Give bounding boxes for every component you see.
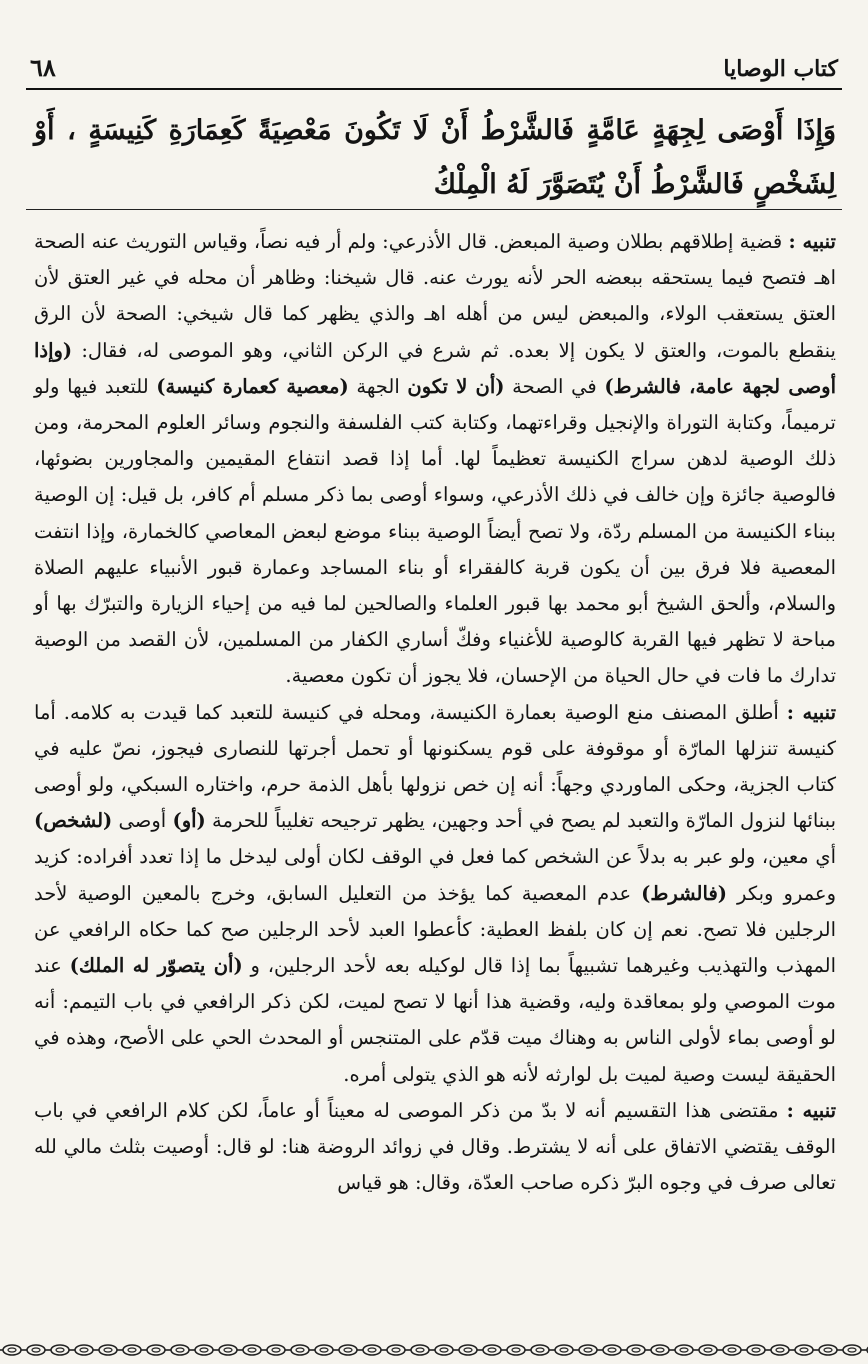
page-number: ٦٨ (30, 53, 56, 82)
commentary-text: في الصحة (504, 374, 605, 398)
matn-quote: (معصية كعمارة كنيسة) (156, 374, 349, 398)
matn-rule (26, 209, 842, 210)
commentary-text: للتعبد فيها ولو ترميماً، وكتابة التوراة والإنجيل وقراءتهما، وكتابة كتب الفلسفة والنجوم وسائر العلوم المحرمة، ومن ذلك الوصية لدهن سراج الكنيسة تعظيماً لها. أما إذا قصد انتفاع المقيمين والمجاورين بضوئها، فالوصية جائزة وإن خالف في ذلك الأذرعي، وسواء أوصى بما ذكر مسلم أم كافر، بل قيل: إن الوصية ببناء الكنيسة من المسلم ردّة، ولا تصح أيضاً الوصية ببناء موضع لبعض المعاصي كالخمارة، وإذا انتفت المعصية فلا فرق بين أن يكون قربة كالفقراء أو بناء المساجد وعمارة قبور الأنبياء عليهم الصلاة والسلام، وألحق الشيخ أبو محمد بها قبور العلماء والصالحين لما فيه من إحياء الزيارة والتبرّك بها أو مباحة لا تظهر فيها القربة كالوصية للأغنياء وفكّ أساري الكفار من المسلمين، لأن القصد من الوصية تدارك ما فات في حال الحياة من الإحسان، فلا يجوز أن تكون معصية. (34, 374, 836, 688)
matn-quote: (أو) (172, 809, 206, 833)
matn-quote: (فالشرط) (641, 881, 727, 905)
matn-quote: (لشخص) (34, 809, 113, 833)
book-title: كتاب الوصايا (723, 56, 838, 82)
matn-quote: (أن لا تكون (407, 374, 505, 398)
header-rule (26, 88, 842, 90)
commentary-text: مقتضى هذا التقسيم أنه لا بدّ من ذكر الموصى له معيناً أو عاماً، لكن كلام الرافعي في باب الوقف يقتضي الاتفاق على أنه لا يشترط. وقال في زوائد الروضة هنا: لو قال: أوصيت بثلث مالي لله تعالى صرف في وجوه البرّ ذكره صاحب العدّة، وقال: هو قياس (34, 1098, 836, 1195)
commentary-text: عدم المعصية كما يؤخذ من التعليل السابق، وخرج بالمعين الوصية لأحد الرجلين فلا تصح. نعم إن كان بلفظ العطية: كأعطوا العبد لأحد الرجلين صح كما حكاه الرافعي عن المهذب والتهذيب وغيرهما تشبيهاً بما إذا قال لوكيله بعه لأحد الرجلين، و (34, 881, 836, 978)
note-label: تنبيه : (788, 230, 836, 253)
commentary-paragraph (34, 695, 836, 1093)
matn-quote: (أن يتصوّر له الملك) (69, 954, 243, 978)
note-label: تنبيه : (786, 700, 836, 724)
commentary-paragraph (34, 1093, 836, 1202)
running-header (30, 38, 838, 88)
commentary-paragraph (34, 224, 836, 695)
commentary-text: أي معين، ولو عبر به بدلاً عن الشخص كما فعل في الوقف لكان أولى ليدخل ما إذا تعدد أفراده: كزيد وعمرو وبكر (34, 845, 836, 905)
matn-quote: (وإذا أوصى لجهة عامة، فالشرط) (34, 338, 836, 398)
commentary-text: قضية إطلاقهم بطلان وصية المبعض. قال الأذرعي: ولم أر فيه نصاً، وقياس التوريث عنه الصحة اهـ فتصح فيما يستحقه ببعضه الحر لأنه يورث عنه. قال شيخنا: وظاهر أن محله في غير العتق لأن العتق يستعقب الولاء، والمبعض ليس من أهله اهـ والذي يظهر كما قال شيخي: الصحة لأن الرق ينقطع بالموت، والعتق لا يكون إلا بعده. ثم شرع في الركن الثاني، وهو الموصى له، فقال: (34, 230, 836, 362)
matn-text: وَإِذَا أَوْصَى لِجِهَةٍ عَامَّةٍ فَالشَّرْطُ أَنْ لَا تَكُونَ مَعْصِيَةً كَعِمَارَةِ كَنِيسَةٍ ، أَوْ لِشَخْصٍ فَالشَّرْطُ أَنْ يُتَصَوَّرَ لَهُ الْمِلْكُ (34, 115, 836, 200)
commentary-text: أوصى (112, 809, 173, 833)
commentary-text: أطلق المصنف منع الوصية بعمارة الكنيسة، ومحله في كنيسة للتعبد كما قيدت به كلامه. أما كنيسة تنزلها المارّة أو موقوفة على قوم يسكنونها أو تحمل أجرتها للنصارى فيجوز، نصّ عليه في كتاب الجزية، وحكى الماوردي وجهاً: أنه إن خص نزولها بأهل الذمة حرم، واختاره السبكي، ولو أوصى ببنائها لنزول المارّة والتعبد لم يصح في أحد وجهين، يظهر ترجيحه تغليباً للحرمة (34, 700, 836, 833)
footer-ornament (0, 1339, 868, 1361)
commentary (34, 224, 836, 1201)
commentary-text: عند موت الموصي ولو بمعاقدة وليه، وقضية هذا أنها لا تصح لميت، لكن ذكر الرافعي في باب التيمم: أنه لو أوصى بماء لأولى الناس به وهناك ميت قدّم على المتنجس أو المحدث الحي على الأصح، وهذه في الحقيقة ليست وصية لميت بل لوارثه لأنه هو الذي يتولى أمره. (34, 954, 836, 1086)
commentary-text: الجهة (348, 374, 408, 398)
note-label: تنبيه : (786, 1098, 836, 1122)
